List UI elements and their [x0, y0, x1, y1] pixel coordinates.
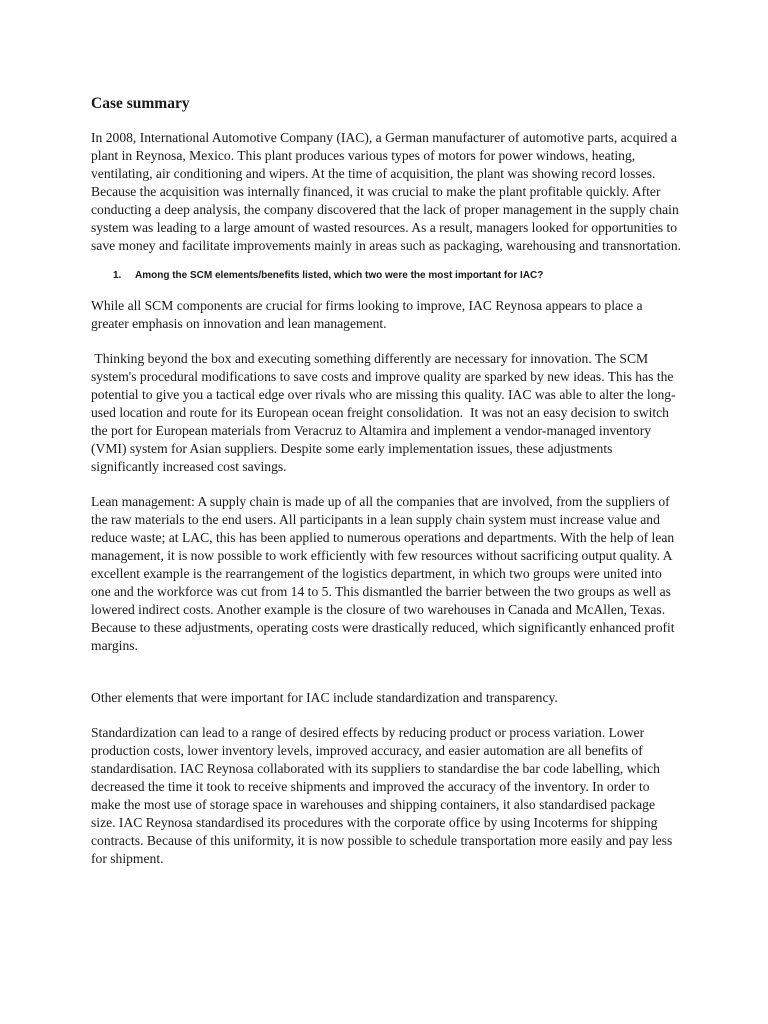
question-text: Among the SCM elements/benefits listed, which two were the most important for IAC? — [135, 270, 544, 281]
lean-management-paragraph: Lean management: A supply chain is made up of all the companies that are involved, from the suppliers of the raw materials to the end users. All participants in a lean supply chain system must increase value and reduce waste; at LAC, this has been applied to numerous operations and departments. With the help of lean management, it is now possible to work efficiently with few resources without sacrificing output quality. A excellent example is the rearrangement of the logistics department, in which two groups were united into one and the workforce was cut from 14 to 5. This dismantled the barrier between the two groups as well as lowered indirect costs. Another example is the closure of two warehouses in Canada and McAllen, Texas. Because to these adjustments, operating costs were drastically reduced, which significantly enhanced profit margins. — [91, 494, 675, 653]
document-page — [91, 95, 681, 868]
question-1 — [91, 269, 681, 283]
answer-intro-paragraph: While all SCM components are crucial for firms looking to improve, IAC Reynosa appears to place a greater emphasis on innovation and lean management. — [91, 298, 643, 331]
standardization-paragraph: Standardization can lead to a range of desired effects by reducing product or process variation. Lower production costs, lower inventory levels, improved accuracy, and easier automation are all benefits of standardisation. IAC Reynosa collaborated with its suppliers to standardise the bar code labelling, which decreased the time it took to receive shipments and improved the accuracy of the inventory. In order to make the most use of storage space in warehouses and shipping containers, it also standardised package size. IAC Reynosa standardised its procedures with the corporate office by using Incoterms for shipping contracts. Because of this uniformity, it is now possible to schedule transportation more easily and pay less for shipment. — [91, 725, 673, 866]
question-number: 1. — [113, 270, 122, 281]
case-summary-heading: Case summary — [91, 95, 190, 112]
intro-paragraph: In 2008, International Automotive Company (IAC), a German manufacturer of automotive parts, acquired a plant in Reynosa, Mexico. This plant produces various types of motors for power windows, heating, ventilating, air conditioning and wipers. At the time of acquisition, the plant was showing record losses. Because the acquisition was internally financed, it was crucial to make the plant profitable quickly. After conducting a deep analysis, the company discovered that the lack of proper management in the supply chain system was leading to a large amount of wasted resources. As a result, managers looked for opportunities to save money and facilitate improvements mainly in areas such as packaging, warehousing and transnortation. — [91, 130, 682, 253]
innovation-paragraph: Thinking beyond the box and executing something differently are necessary for innovation. The SCM system's procedural modifications to save costs and improve quality are sparked by new ideas. This has the potential to give you a tactical edge over rivals who are missing this quality. IAC was able to alter the long-used location and route for its European ocean freight consolidation. It was not an easy decision to switch the port for European materials from Veracruz to Altamira and implement a vendor-managed inventory (VMI) system for Asian suppliers. Despite some early implementation issues, these adjustments significantly increased cost savings. — [91, 351, 677, 474]
other-elements-paragraph: Other elements that were important for IAC include standardization and transparency. — [91, 690, 558, 705]
